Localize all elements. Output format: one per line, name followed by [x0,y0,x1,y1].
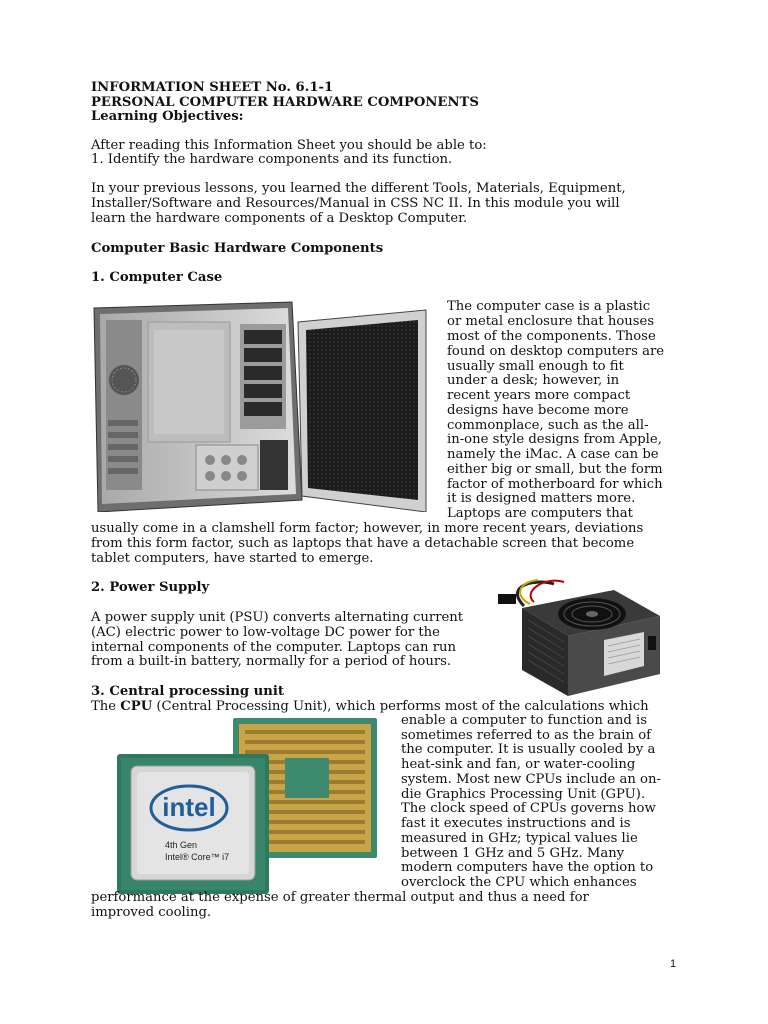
case-text-line: usually small enough to fit [447,359,624,374]
cpu-first-rest: (Central Processing Unit), which performs most of the calculations which [152,699,649,714]
cpu-text-line: performance at the expense of greater thermal output and thus a need for [91,890,589,905]
case-heading: 1. Computer Case [91,270,223,285]
intro-paragraph-line: In your previous lessons, you learned the different Tools, Materials, Equipment, [91,181,626,196]
cpu-text-line: die Graphics Processing Unit (GPU). [401,787,646,802]
cpu-brand-logo: intel [162,792,216,822]
power-supply-image [494,576,664,698]
case-text-line: The computer case is a plastic [447,299,651,314]
objectives-heading: Learning Objectives: [91,109,244,124]
case-text-line: factor of motherboard for which [447,477,663,492]
case-text-line: from this form factor, such as laptops that have a detachable screen that become [91,536,635,551]
cpu-text-line: measured in GHz; typical values lie [401,831,638,846]
case-text-line: or metal enclosure that houses [447,314,655,329]
page-number: 1 [670,958,677,970]
case-text-line: under a desk; however, in [447,373,620,388]
case-text-line: commonplace, such as the all- [447,418,649,433]
psu-text-line: (AC) electric power to low-voltage DC power for the [91,625,440,640]
cpu-image [115,716,379,896]
intro-paragraph-line: Installer/Software and Resources/Manual in CSS NC II. In this module you will [91,196,620,211]
case-text-line: Laptops are computers that [447,506,633,521]
cpu-text-line: The clock speed of CPUs governs how [401,801,656,816]
case-text-line: it is designed matters more. [447,491,636,506]
psu-text-line: A power supply unit (PSU) converts alternating current [91,610,464,625]
cpu-text-line: sometimes referred to as the brain of [401,728,652,743]
psu-text-line: from a built-in battery, normally for a period of hours. [91,654,452,669]
cpu-text-line: between 1 GHz and 5 GHz. Many [401,846,625,861]
cpu-heading: 3. Central processing unit [91,684,284,699]
psu-text-line: internal components of the computer. Laptops can run [91,640,456,655]
cpu-text-line: the computer. It is usually cooled by a [401,742,656,757]
sheet-number: INFORMATION SHEET No. 6.1-1 [91,80,334,95]
cpu-text-line: heat-sink and fan, or water-cooling [401,757,636,772]
cpu-text-line: system. Most new CPUs include an on- [401,772,661,787]
intro-line-2: 1. Identify the hardware components and its function. [91,152,453,167]
cpu-text-line: modern computers have the option to [401,860,654,875]
case-text-line: in-one style designs from Apple, [447,432,662,447]
cpu-text-line: overclock the CPU which enhances [401,875,637,890]
cpu-text-line: fast it executes instructions and is [401,816,631,831]
cpu-model: Intel® Core™ i7 [165,852,230,862]
case-text-line: found on desktop computers are [447,344,665,359]
sheet-title: PERSONAL COMPUTER HARDWARE COMPONENTS [91,95,479,110]
case-text-line: tablet computers, have started to emerge. [91,551,374,566]
cpu-term: CPU [120,699,153,714]
cpu-generation: 4th Gen [165,840,198,850]
case-text-line: usually come in a clamshell form factor; however, in more recent years, deviations [91,521,644,536]
case-text-line: designs have become more [447,403,629,418]
psu-heading: 2. Power Supply [91,580,210,595]
case-text-line: either big or small, but the form [447,462,663,477]
section-heading: Computer Basic Hardware Components [91,241,384,256]
case-text-line: recent years more compact [447,388,631,403]
cpu-text-line: improved cooling. [91,905,212,920]
cpu-first-prefix: The [91,699,121,714]
intro-line-1: After reading this Information Sheet you should be able to: [91,138,487,153]
case-text-line: most of the components. Those [447,329,656,344]
intro-paragraph-line: learn the hardware components of a Desktop Computer. [91,211,468,226]
cpu-text-line: enable a computer to function and is [401,713,648,728]
case-text-line: namely the iMac. A case can be [447,447,659,462]
computer-case-image [92,300,430,512]
